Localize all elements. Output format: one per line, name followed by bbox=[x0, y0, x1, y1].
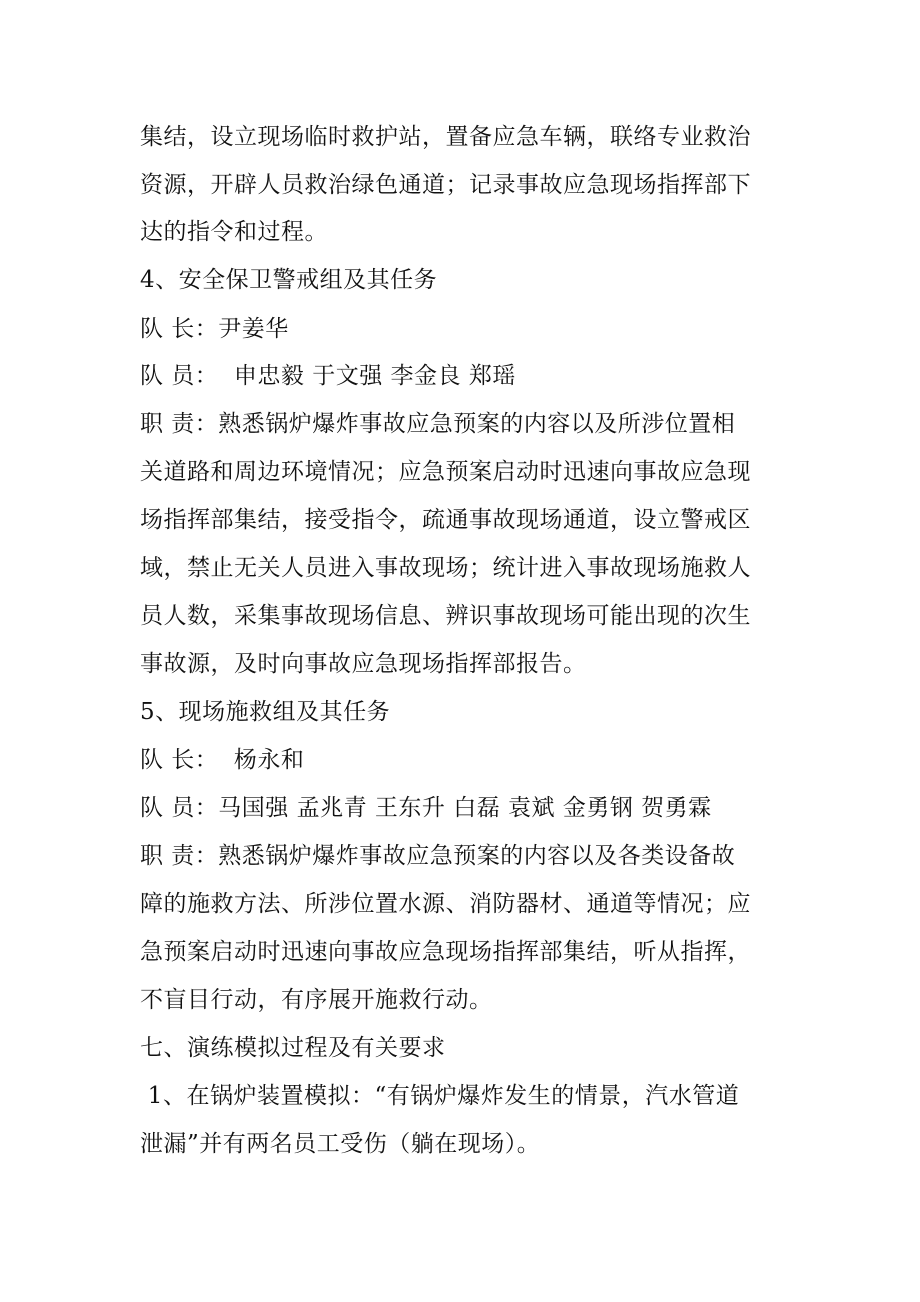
text-line: 急预案启动时迅速向事故应急现场指挥部集结，听从指挥， bbox=[140, 939, 751, 965]
text-line: 1、在锅炉装置模拟：“有锅炉爆炸发生的情景，汽水管道 bbox=[140, 1083, 740, 1109]
section-heading: 5、现场施救组及其任务 bbox=[140, 699, 391, 725]
text-line: 场指挥部集结，接受指令，疏通事故现场通道，设立警戒区 bbox=[140, 507, 751, 533]
text-line: 职 责：熟悉锅炉爆炸事故应急预案的内容以及各类设备故 bbox=[140, 843, 736, 869]
team-members: 队 员： 申忠毅 于文强 李金良 郑瑶 bbox=[140, 363, 516, 389]
team-leader: 队 长：尹姜华 bbox=[140, 316, 289, 342]
text-line: 不盲目行动，有序展开施救行动。 bbox=[140, 987, 493, 1013]
text-line: 域，禁止无关人员进入事故现场；统计进入事故现场施救人 bbox=[140, 555, 751, 581]
text-line: 事故源，及时向事故应急现场指挥部报告。 bbox=[140, 651, 587, 677]
team-leader: 队 长： 杨永和 bbox=[140, 747, 305, 773]
text-line: 泄漏”并有两名员工受伤（躺在现场）。 bbox=[140, 1131, 541, 1157]
team-members: 队 员：马国强 孟兆青 王东升 白磊 袁斌 金勇钢 贺勇霖 bbox=[140, 795, 712, 821]
text-line: 集结，设立现场临时救护站，置备应急车辆，联络专业救治 bbox=[140, 124, 751, 150]
text-line: 关道路和周边环境情况；应急预案启动时迅速向事故应急现 bbox=[140, 459, 751, 485]
text-line: 员人数，采集事故现场信息、辨识事故现场可能出现的次生 bbox=[140, 603, 751, 629]
text-line: 资源，开辟人员救治绿色通道；记录事故应急现场指挥部下 bbox=[140, 172, 751, 198]
section-heading: 七、演练模拟过程及有关要求 bbox=[140, 1035, 446, 1061]
text-line: 达的指令和过程。 bbox=[140, 219, 328, 245]
section-heading: 4、安全保卫警戒组及其任务 bbox=[140, 267, 438, 293]
text-line: 职 责：熟悉锅炉爆炸事故应急预案的内容以及所涉位置相 bbox=[140, 411, 736, 437]
text-line: 障的施救方法、所涉位置水源、消防器材、通道等情况；应 bbox=[140, 891, 751, 917]
